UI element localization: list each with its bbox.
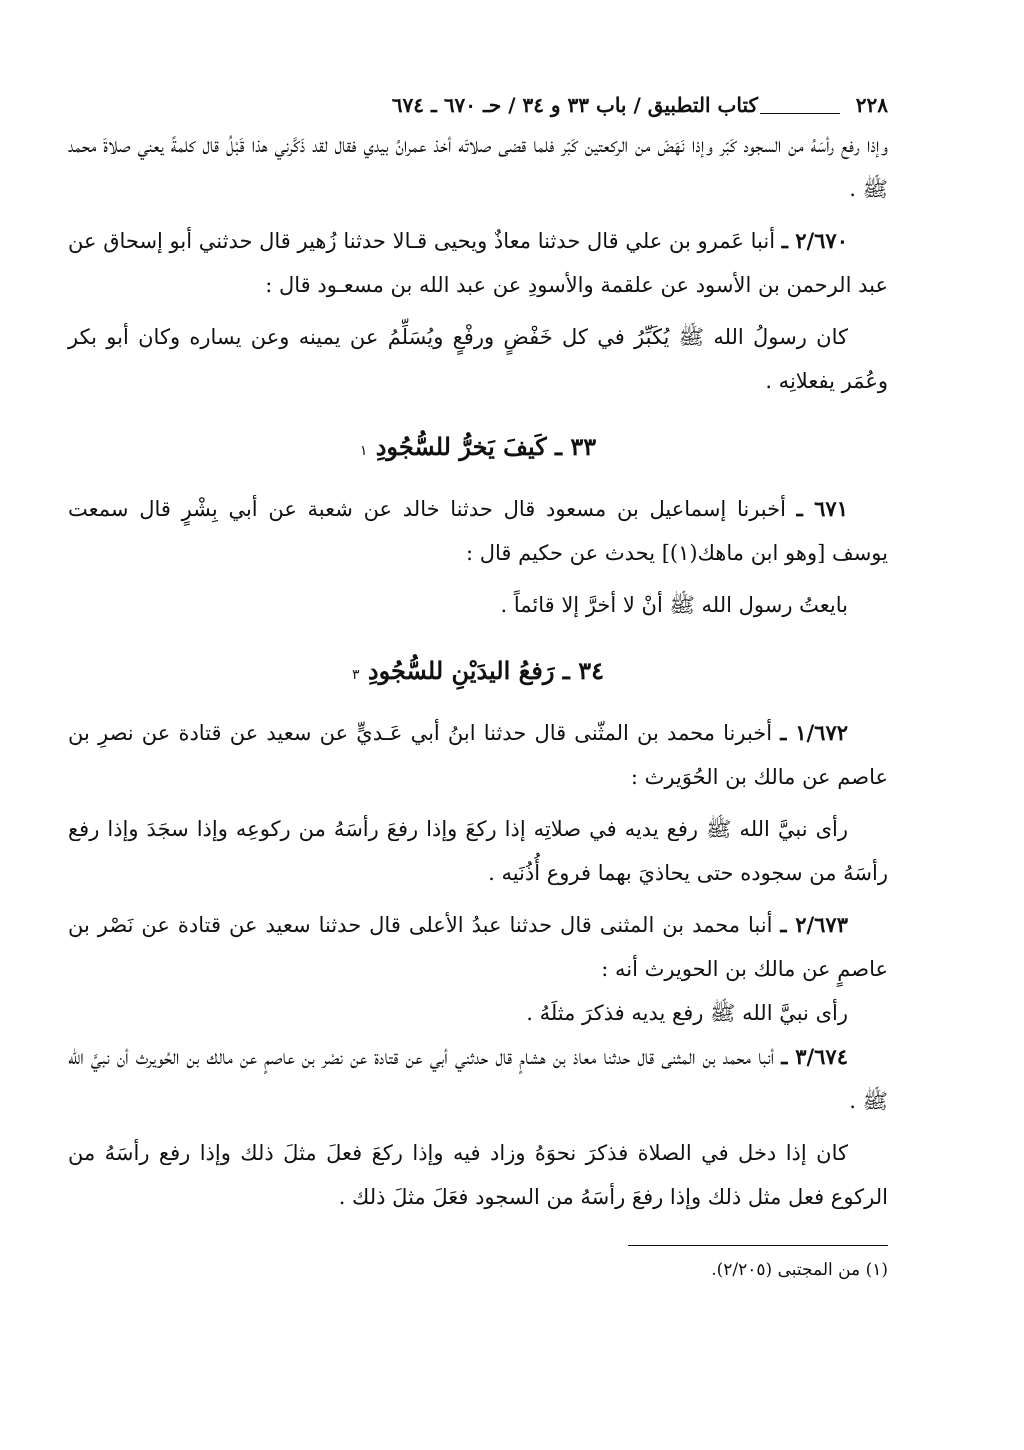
hadith-674: [68, 1035, 888, 1123]
heading-text: ٣٤ ـ رَفعُ اليدَيْنِ للسُّجُودِ: [367, 656, 604, 685]
running-head: [68, 88, 888, 123]
hadith-text: أخبرنا محمد بن المثّنى قال حدثنا ابنُ أبي عَـديٍّ عن سعيد عن قتادة عن نصرِ بن عاصم عن مالك بن الحُوَيرث :: [68, 721, 888, 789]
heading-superscript: ١: [359, 443, 368, 459]
chapter-heading-33: [68, 427, 888, 471]
hadith-number: ٣/٦٧٤ ـ: [781, 1044, 848, 1069]
document-page: [68, 88, 888, 1284]
header-rule-right: [760, 113, 840, 114]
page-number: ٢٢٨: [855, 93, 888, 117]
hadith-text: أنبا محمد بن المثنى قال حدثنا معاذ بن هشامٍ قال حدثني أبي عن قتادة عن نصْر بن عاصمٍ عن مالك بن الحُويرث أن نبيَّ الله ﷺ .: [68, 1045, 888, 1113]
hadith-text: أنبا عَمرو بن علي قال حدثنا معاذٌ ويحيى قـالا حدثنا زُهير قال حدثني أبو إسحاق عن عبد الرحمن بن الأسود عن علقمة والأسودِ عن عبد الله بن مسعـود قال :: [68, 229, 888, 297]
hadith-674-matn: كان إذا دخل في الصلاة فذكرَ نحوَهُ وزاد فيه وإذا ركعَ فعلَ مثلَ ذلك وإذا رفع رأسَهُ من الركوع فعل مثل ذلك وإذا رفعَ رأسَهُ من السجود فعَلَ مثلَ ذلك .: [68, 1141, 888, 1209]
hadith-number: ٢/٦٧٠ ـ: [781, 228, 848, 253]
running-title: كتاب التطبيق / باب ٣٣ و ٣٤ / حـ ٦٧٠ ـ ٦٧٤: [391, 93, 758, 117]
hadith-number: ٦٧١ ـ: [796, 496, 848, 521]
hadith-672-matn: رأى نبيَّ الله ﷺ رفع يديه في صلاتِه إذا ركعَ وإذا رفعَ رأسَهُ من ركوعِه وإذا سجَدَ وإذا رفع رأسَهُ من سجوده حتى يحاذيَ بهما فروع أُذُنَيه .: [68, 817, 888, 885]
hadith-673: [68, 903, 888, 991]
hadith-670: [68, 219, 888, 307]
hadith-672: [68, 711, 888, 799]
hadith-text: أخبرنا إسماعيل بن مسعود قال حدثنا خالد عن شعبة عن أبي بِشْرٍ قال سمعت يوسف [وهو ابن ماهك(١)] يحدث عن حكيم قال :: [68, 497, 888, 565]
hadith-671: [68, 487, 888, 575]
chapter-heading-34: [68, 651, 888, 695]
hadith-670-matn: كان رسولُ الله ﷺ يُكَبِّرُ في كل خَفْضٍ ورفْعٍ ويُسَلِّمُ عن يمينه وعن يساره وكان أبو بكر وعُمَر يفعلانِه .: [68, 325, 888, 393]
footnote-rule: [628, 1245, 888, 1246]
heading-text: ٣٣ ـ كَيفَ يَخرُّ للسُّجُودِ: [375, 432, 597, 461]
hadith-text: أنبا محمد بن المثنى قال حدثنا عبدُ الأعلى قال حدثنا سعيد عن قتادة عن نَصْر بن عاصمٍ عن مالك بن الحويرث أنه :: [68, 913, 888, 981]
hadith-671-matn: بايعتُ رسول الله ﷺ أنْ لا أخرَّ إلا قائماً .: [500, 593, 848, 617]
footnote: (١) من المجتبى (٢/٢٠٥).: [711, 1260, 888, 1280]
hadith-number: ١/٦٧٢ ـ: [780, 720, 849, 745]
heading-superscript: ٣: [352, 667, 360, 683]
paragraph-1: وإذا رفع رأسَهُ من السجود كَبّر وإذا نَهَضَ من الركعتين كَبّر فلما قضى صلاتَه أخذ عمرانُ بيدي فقال لقد ذَكَّرني هذا قَبْلُ قال كلمةً يعني صلاةَ محمد ﷺ .: [68, 133, 888, 201]
hadith-673-matn: رأى نبيَّ الله ﷺ رفع يديه فذكرَ مثلَهُ .: [526, 1001, 848, 1025]
hadith-number: ٢/٦٧٣ ـ: [780, 912, 848, 937]
